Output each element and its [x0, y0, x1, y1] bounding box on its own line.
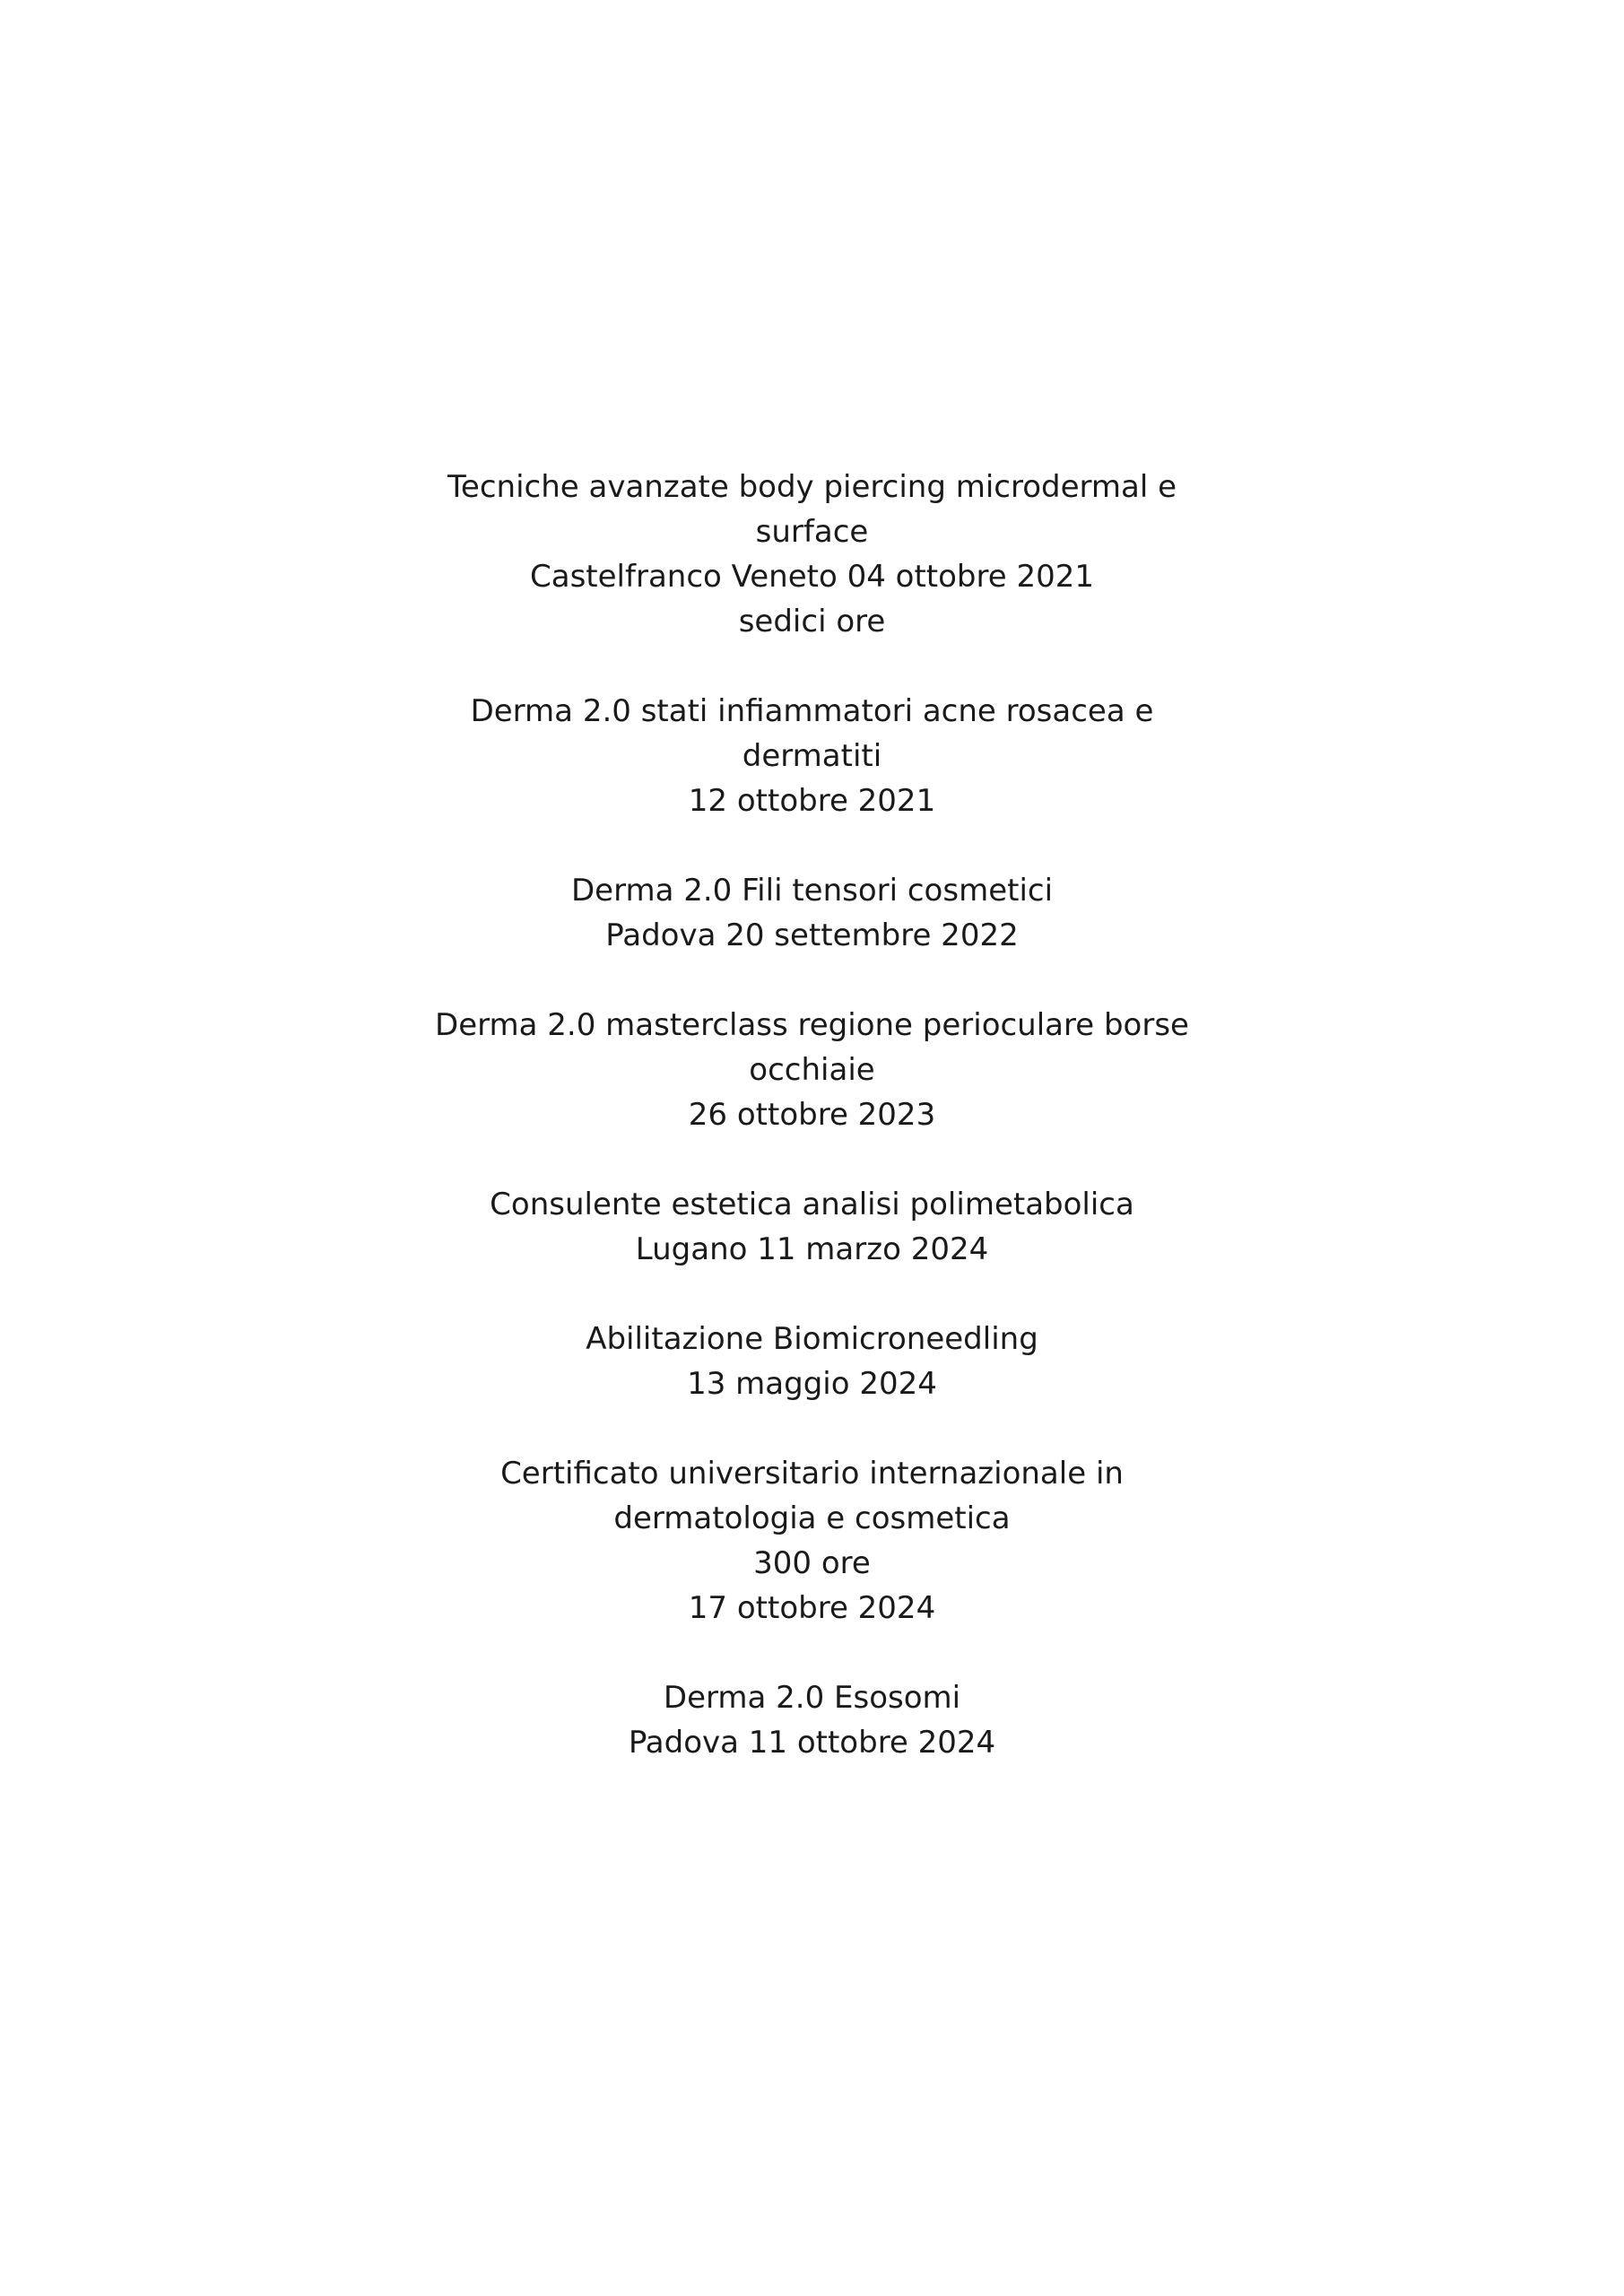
entry-fili-tensori: [0, 868, 1624, 958]
entry-duration: sedici ore: [738, 604, 886, 639]
entry-location-date: Lugano 11 marzo 2024: [635, 1231, 989, 1267]
entry-title-line: Derma 2.0 Esosomi: [663, 1680, 961, 1716]
entry-body-piercing: [0, 465, 1624, 644]
entry-location-date: Padova 20 settembre 2022: [605, 918, 1019, 953]
entry-certificato-universitario: [0, 1451, 1624, 1631]
entry-title-line: surface: [755, 514, 869, 550]
entry-title-line: Certificato universitario internazionale in: [500, 1456, 1124, 1492]
entry-title-line: dermatologia e cosmetica: [613, 1500, 1011, 1536]
entry-title-line: occhiaie: [749, 1052, 875, 1088]
entry-title-line: Derma 2.0 Fili tensori cosmetici: [570, 873, 1054, 909]
entry-date: 26 ottobre 2023: [688, 1097, 936, 1133]
entry-stati-infiammatori: [0, 689, 1624, 823]
entry-esosomi: [0, 1675, 1624, 1765]
entry-location-date: Padova 11 ottobre 2024: [628, 1725, 996, 1761]
entry-title-line: Abilitazione Biomicroneedling: [586, 1321, 1038, 1357]
entry-consulente-estetica: [0, 1182, 1624, 1272]
entry-date: 13 maggio 2024: [687, 1366, 937, 1402]
entry-location-date: Castelfranco Veneto 04 ottobre 2021: [530, 559, 1094, 595]
entry-date: 12 ottobre 2021: [688, 783, 936, 819]
entry-title-line: Derma 2.0 stati infiammatori acne rosacea e: [470, 693, 1154, 729]
entry-biomicroneedling: [0, 1317, 1624, 1406]
entry-duration: 300 ore: [753, 1545, 871, 1581]
entry-title-line: dermatiti: [742, 738, 882, 774]
entry-masterclass-perioculare: [0, 1003, 1624, 1137]
certificates-list: [0, 465, 1624, 1765]
entry-title-line: Derma 2.0 masterclass regione perioculare borse: [435, 1007, 1189, 1043]
entry-title-line: Consulente estetica analisi polimetabolica: [490, 1187, 1134, 1222]
entry-date: 17 ottobre 2024: [688, 1590, 936, 1626]
entry-title-line: Tecniche avanzate body piercing microdermal e: [447, 469, 1177, 505]
